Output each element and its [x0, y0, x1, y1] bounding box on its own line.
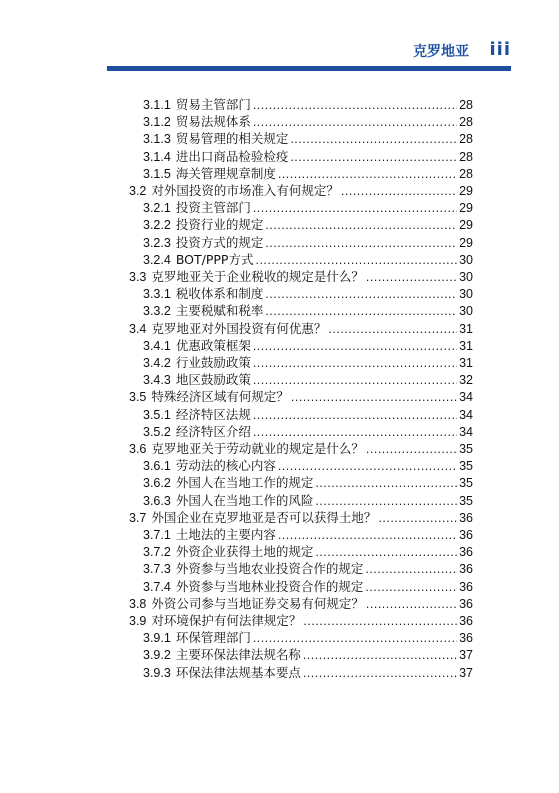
toc-entry-number: 3.3.1: [143, 287, 171, 302]
toc-entry-number: 3.3.2: [143, 304, 171, 319]
toc-entry-page: 28: [459, 115, 473, 130]
toc-entry[interactable]: [143, 96, 473, 113]
toc-entry-page: 36: [459, 562, 473, 577]
toc-entry[interactable]: [129, 595, 473, 612]
toc-entry[interactable]: [143, 354, 473, 371]
dot-leader: [291, 389, 457, 406]
toc-entry[interactable]: [129, 320, 473, 337]
toc-entry-page: 29: [459, 201, 473, 216]
dot-leader: [290, 131, 457, 148]
toc-entry-page: 36: [459, 614, 473, 628]
toc-entry-title: 外资企业获得土地的规定: [175, 544, 314, 560]
dot-leader: [278, 527, 457, 544]
dot-leader: [253, 424, 457, 441]
dot-leader: [278, 166, 457, 183]
toc-entry-title: 经济特区法规: [175, 406, 251, 422]
dot-leader: [315, 544, 457, 561]
toc-entry-title: 地区鼓励政策: [175, 372, 251, 388]
toc-entry-page: 32: [459, 373, 473, 388]
toc-entry-number: 3.6.2: [143, 476, 171, 491]
toc-entry-title: 经济特区介绍: [175, 423, 251, 439]
toc-entry[interactable]: [143, 457, 473, 474]
toc-entry-title: 外资参与当地林业投资合作的规定: [175, 578, 364, 594]
toc-entry[interactable]: [143, 302, 473, 319]
dot-leader: [253, 407, 457, 424]
toc-entry[interactable]: [143, 629, 473, 646]
toc-entry-number: 3.7: [129, 510, 147, 525]
dot-leader: [253, 372, 457, 389]
toc-entry[interactable]: [143, 543, 473, 560]
toc-entry-number: 3.4.2: [143, 356, 171, 370]
dot-leader: [366, 441, 457, 458]
dot-leader: [253, 355, 457, 372]
dot-leader: [365, 579, 457, 596]
toc-entry-number: 3.6.3: [143, 493, 171, 508]
toc-entry-page: 34: [459, 407, 473, 422]
toc-entry-title: 贸易管理的相关规定: [175, 131, 289, 147]
toc-entry-title: 投资方式的规定: [175, 234, 264, 250]
toc-entry[interactable]: [143, 148, 473, 165]
dot-leader: [341, 183, 457, 200]
toc-entry[interactable]: [143, 251, 473, 268]
dot-leader: [253, 630, 457, 647]
toc-entry-title: 海关管理规章制度: [175, 165, 276, 181]
toc-entry[interactable]: [143, 423, 473, 440]
toc-entry-title: 劳动法的核心内容: [175, 458, 276, 474]
toc-entry[interactable]: [143, 113, 473, 130]
toc-entry-title: 克罗地亚关于劳动就业的规定是什么？: [151, 441, 364, 456]
toc-entry-title: 投资行业的规定: [175, 217, 264, 233]
toc-entry-page: 36: [459, 579, 473, 594]
toc-entry-title: 行业鼓励政策: [175, 355, 251, 370]
toc-entry-title: 对环境保护有何法律规定？: [151, 613, 302, 628]
toc-entry-number: 3.7.2: [143, 545, 171, 560]
toc-entry-title: 外国企业在克罗地亚是否可以获得土地？: [151, 509, 377, 525]
toc-entry-page: 28: [459, 98, 473, 112]
toc-entry[interactable]: [143, 560, 473, 577]
toc-entry-number: 3.9.2: [143, 648, 171, 663]
toc-entry-number: 3.1.3: [143, 132, 171, 147]
dot-leader: [328, 321, 457, 338]
toc-entry-number: 3.2.1: [143, 201, 171, 216]
toc-entry-page: 28: [459, 149, 473, 164]
toc-entry[interactable]: [143, 474, 473, 491]
toc-entry-number: 3.9.1: [143, 631, 171, 646]
toc-entry[interactable]: [143, 165, 473, 182]
toc-entry-title: 克罗地亚关于企业税收的规定是什么？: [151, 269, 364, 284]
toc-entry-page: 35: [459, 493, 473, 508]
toc-entry-number: 3.9: [129, 614, 147, 628]
toc-entry-page: 36: [459, 596, 473, 611]
dot-leader: [315, 475, 457, 492]
toc-entry-title: 贸易法规体系: [175, 114, 251, 130]
toc-entry-page: 35: [459, 442, 473, 456]
toc-entry[interactable]: [143, 371, 473, 388]
toc-entry-title: 克罗地亚对外国投资有何优惠？: [151, 320, 327, 336]
toc-entry-title: 外资参与当地农业投资合作的规定: [175, 561, 364, 577]
dot-leader: [253, 338, 457, 355]
toc-entry-number: 3.7.3: [143, 562, 171, 577]
toc-entry-number: 3.9.3: [143, 665, 171, 680]
toc-entry-number: 3.1.5: [143, 166, 171, 181]
toc-entry-title: 土地法的主要内容: [175, 527, 276, 542]
dot-leader: [278, 458, 457, 475]
toc-entry[interactable]: [129, 612, 473, 629]
toc-entry-page: 36: [459, 528, 473, 542]
toc-entry[interactable]: [129, 268, 473, 285]
toc-entry[interactable]: [143, 199, 473, 216]
toc-entry-page: 34: [459, 390, 473, 405]
dot-leader: [265, 217, 457, 234]
toc-entry-page: 31: [459, 356, 473, 370]
toc-entry-title: 环保法律法规基本要点: [175, 664, 301, 680]
toc-entry-page: 30: [459, 252, 473, 267]
toc-entry[interactable]: [143, 130, 473, 147]
toc-entry-page: 37: [459, 665, 473, 680]
toc-entry-page: 29: [459, 235, 473, 250]
toc-entry-page: 28: [459, 166, 473, 181]
toc-entry[interactable]: [143, 646, 473, 663]
dot-leader: [290, 149, 457, 166]
toc-entry-page: 30: [459, 270, 473, 284]
dot-leader: [255, 252, 457, 269]
toc-entry-number: 3.2: [129, 184, 147, 198]
toc-entry-title: 优惠政策框架: [175, 337, 251, 353]
toc-entry-title: BOT/PPP方式: [175, 251, 254, 267]
toc-entry-number: 3.7.1: [143, 528, 171, 542]
dot-leader: [265, 303, 457, 320]
toc-entry-number: 3.2.3: [143, 235, 171, 250]
toc-entry-page: 34: [459, 424, 473, 439]
toc-entry-number: 3.4: [129, 321, 147, 336]
toc-entry-title: 外国人在当地工作的风险: [175, 492, 314, 508]
toc-entry-page: 35: [459, 476, 473, 491]
toc-entry-page: 36: [459, 545, 473, 560]
toc-entry-page: 29: [459, 218, 473, 233]
toc-entry[interactable]: [143, 234, 473, 251]
toc-entry-number: 3.5.1: [143, 407, 171, 422]
toc-entry-number: 3.4.1: [143, 338, 171, 353]
toc-entry-number: 3.5: [129, 390, 147, 405]
toc-entry-title: 主要环保法律法规名称: [175, 647, 301, 663]
toc-entry[interactable]: [143, 492, 473, 509]
header-rule: [107, 66, 511, 71]
toc-entry-number: 3.3: [129, 270, 147, 284]
toc-entry[interactable]: [143, 406, 473, 423]
toc-entry[interactable]: [143, 526, 473, 543]
toc-entry-number: 3.2.2: [143, 218, 171, 233]
toc-entry[interactable]: [129, 182, 473, 199]
toc-entry-number: 3.6: [129, 442, 147, 456]
toc-entry-title: 贸易主管部门: [175, 97, 251, 112]
toc-entry-page: 37: [459, 648, 473, 663]
dot-leader: [303, 613, 457, 630]
toc-entry-title: 外资公司参与当地证券交易有何规定？: [151, 595, 364, 611]
toc-entry-page: 31: [459, 338, 473, 353]
chapter-title: 克罗地亚: [413, 44, 469, 60]
toc-entry[interactable]: [143, 664, 473, 681]
toc-entry-title: 投资主管部门: [175, 200, 251, 216]
toc-entry[interactable]: [129, 509, 473, 526]
toc-entry-page: 30: [459, 304, 473, 319]
toc-entry-title: 进出口商品检验检疫: [175, 148, 289, 164]
toc-entry[interactable]: [143, 578, 473, 595]
toc-entry-page: 36: [459, 631, 473, 646]
toc-entry-title: 外国人在当地工作的规定: [175, 475, 314, 491]
toc-entry-number: 3.8: [129, 596, 147, 611]
dot-leader: [365, 561, 457, 578]
toc-entry-page: 29: [459, 184, 473, 198]
dot-leader: [253, 114, 457, 131]
toc-entry-title: 主要税赋和税率: [175, 303, 264, 319]
toc-entry-number: 3.4.3: [143, 373, 171, 388]
toc-entry-title: 税收体系和制度: [175, 286, 264, 302]
dot-leader: [303, 647, 457, 664]
dot-leader: [253, 97, 457, 114]
dot-leader: [366, 269, 457, 286]
toc-entry-number: 3.1.1: [143, 98, 171, 112]
toc-entry-page: 31: [459, 321, 473, 336]
toc-entry[interactable]: [143, 285, 473, 302]
toc-entry-number: 3.2.4: [143, 252, 171, 267]
dot-leader: [253, 200, 457, 217]
dot-leader: [378, 510, 457, 527]
toc-entry-page: 28: [459, 132, 473, 147]
toc-entry-title: 对外国投资的市场准入有何规定？: [151, 183, 339, 198]
dot-leader: [303, 665, 457, 682]
dot-leader: [265, 286, 457, 303]
page-number: iii: [489, 39, 511, 60]
toc-entry-title: 特殊经济区域有何规定？: [151, 389, 289, 405]
toc-entry-number: 3.1.4: [143, 149, 171, 164]
toc-entry-page: 35: [459, 459, 473, 474]
toc-entry-number: 3.5.2: [143, 424, 171, 439]
toc-entry-number: 3.7.4: [143, 579, 171, 594]
toc-entry-title: 环保管理部门: [175, 630, 251, 646]
dot-leader: [265, 235, 457, 252]
toc-entry-number: 3.1.2: [143, 115, 171, 130]
toc-entry-page: 36: [459, 510, 473, 525]
toc-entry[interactable]: [129, 440, 473, 457]
toc-entry[interactable]: [143, 337, 473, 354]
dot-leader: [315, 493, 457, 510]
toc-entry[interactable]: [143, 216, 473, 233]
toc-entry[interactable]: [129, 388, 473, 405]
toc-entry-number: 3.6.1: [143, 459, 171, 474]
dot-leader: [366, 596, 457, 613]
toc-entry-page: 30: [459, 287, 473, 302]
